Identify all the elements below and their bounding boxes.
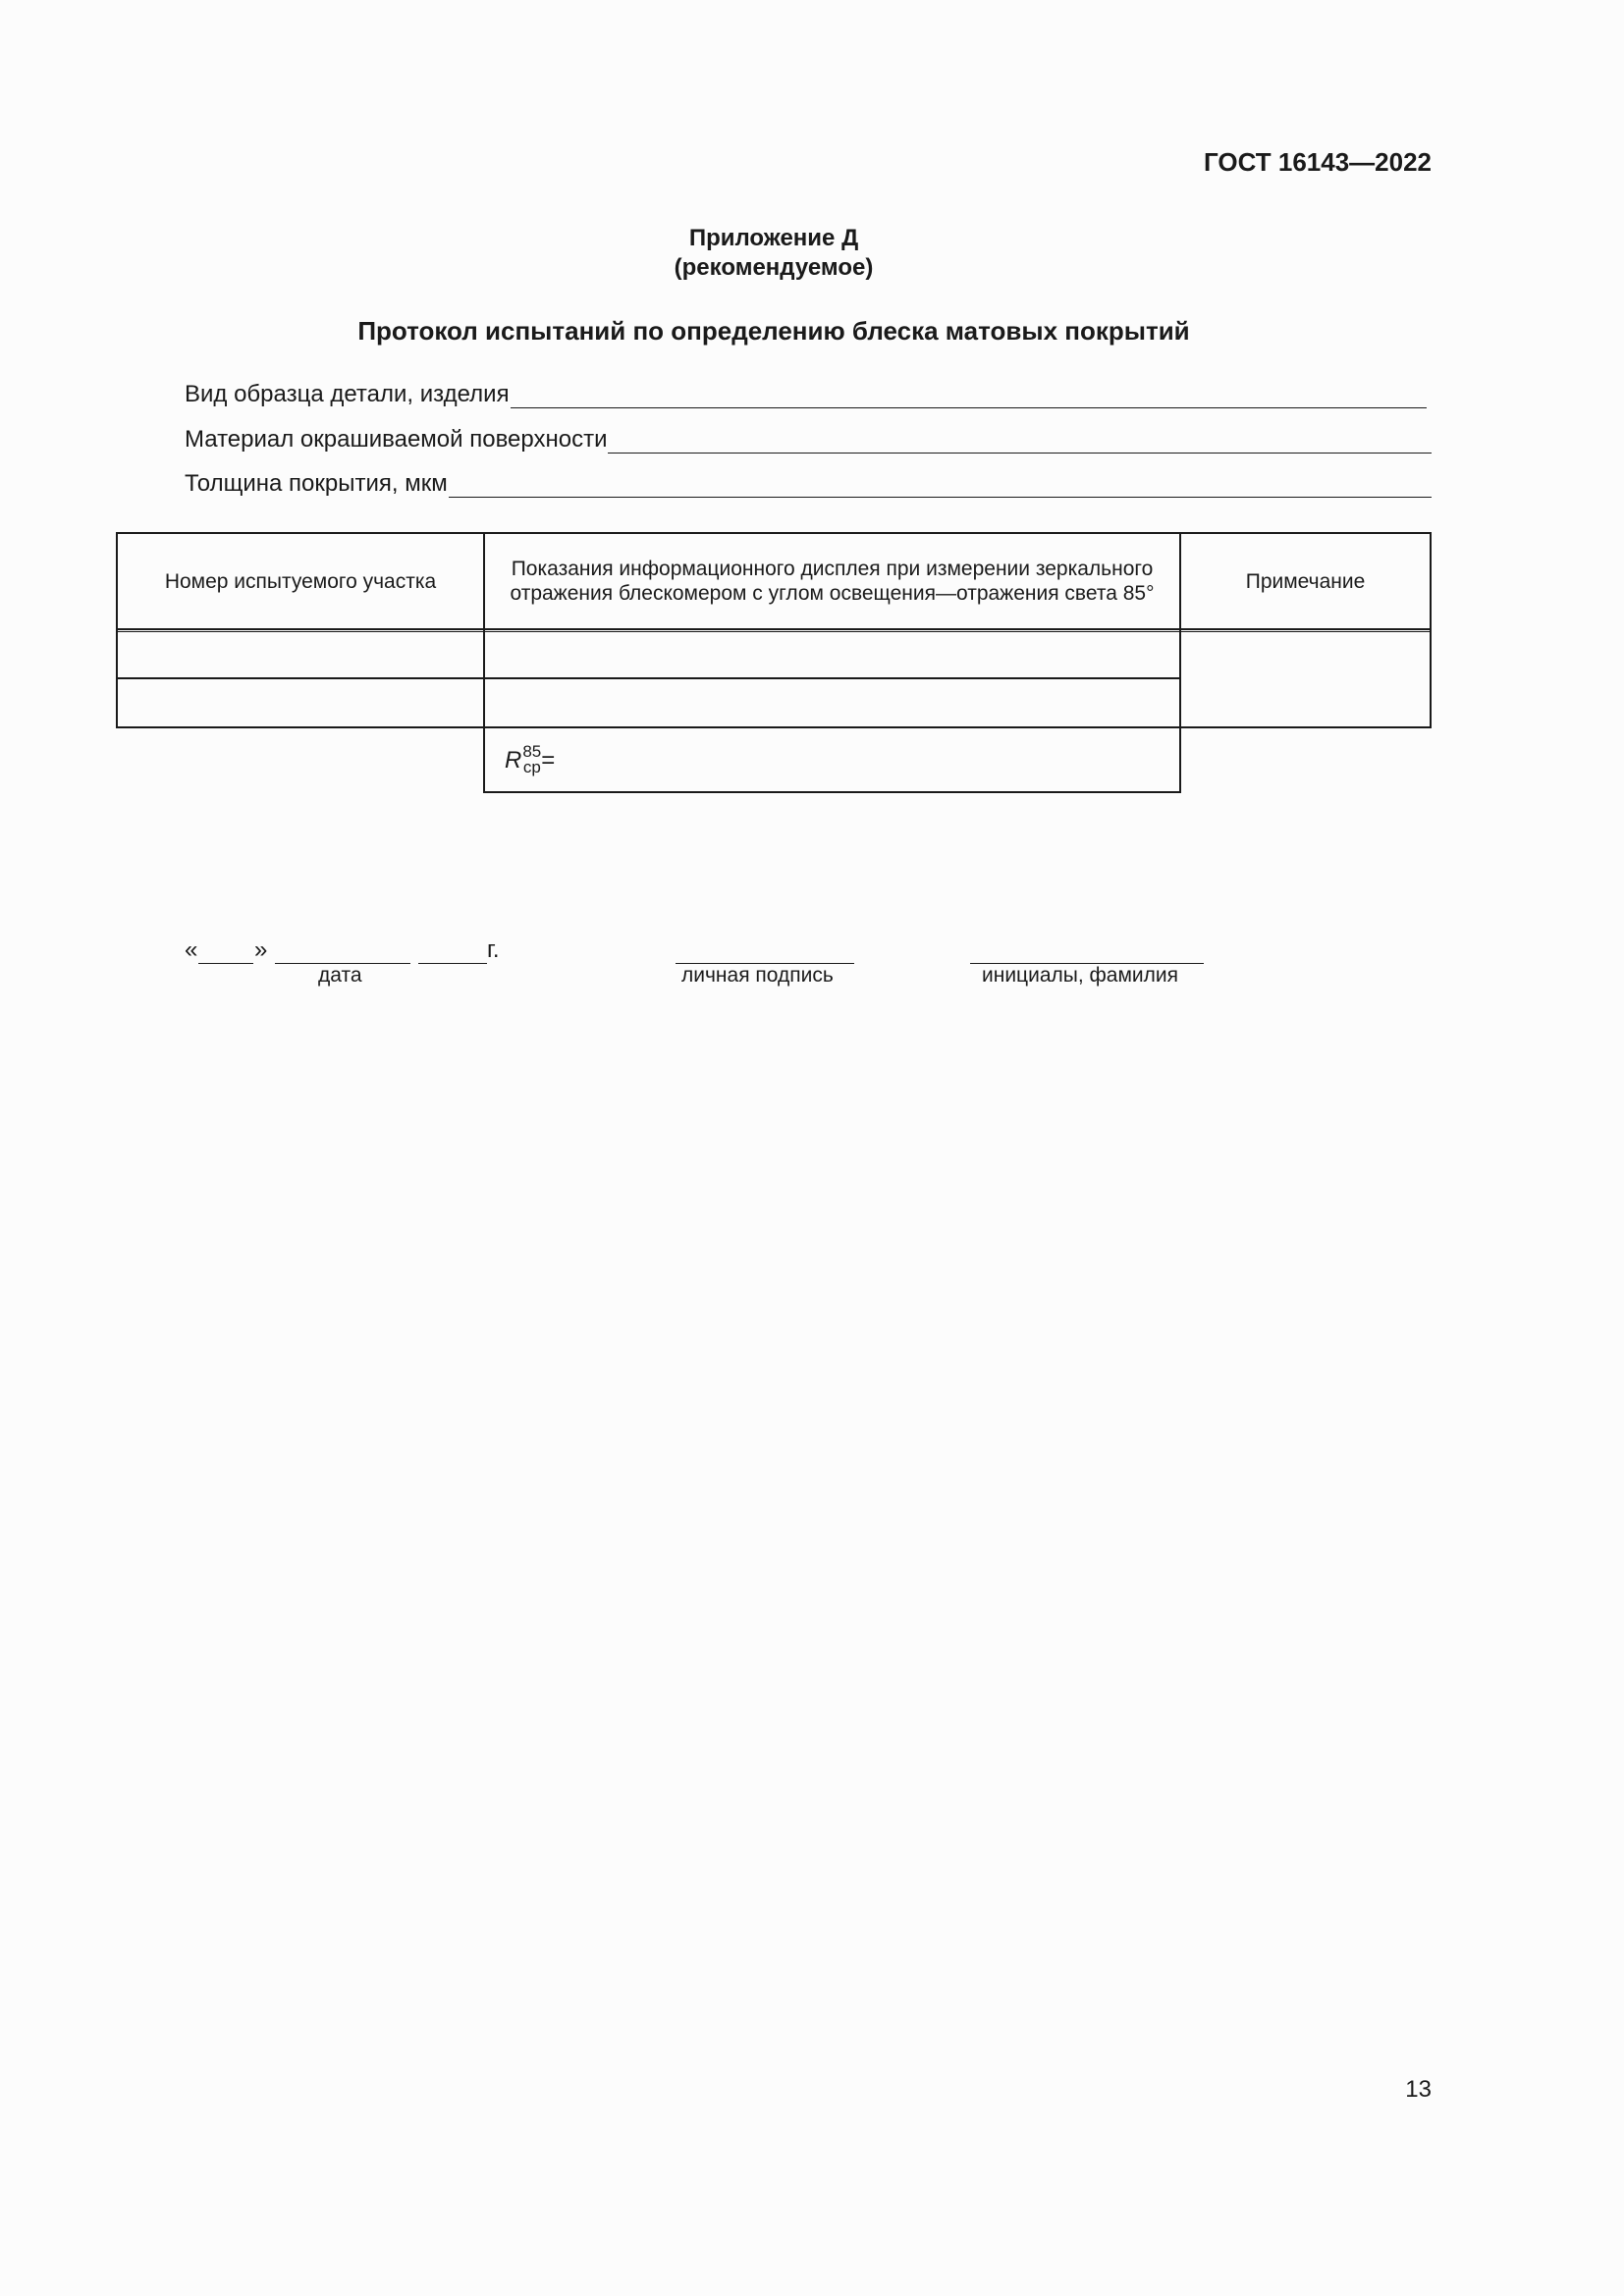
field-sample-type: [185, 377, 1427, 408]
average-subscript: ср: [522, 758, 541, 776]
annex-title: Приложение Д: [688, 225, 859, 251]
table-cell-average[interactable]: [483, 726, 1181, 793]
average-symbol: R: [505, 746, 522, 774]
annex-heading: [0, 224, 1547, 283]
header-note: Примечание: [1179, 532, 1432, 630]
field-blank-line[interactable]: [511, 382, 1427, 408]
field-coating-thickness: [185, 466, 1432, 498]
average-indices: [522, 744, 541, 775]
table-cell-reading-2[interactable]: [483, 677, 1181, 728]
table-cell-note[interactable]: [1179, 628, 1432, 728]
table-cell-site-1[interactable]: [116, 628, 485, 679]
protocol-title: Протокол испытаний по определению блеска матовых покрытий: [357, 316, 1190, 346]
quote-open: «: [185, 936, 198, 963]
page-number: 13: [1405, 2076, 1432, 2103]
signature-label: личная подпись: [681, 964, 834, 987]
name-label: инициалы, фамилия: [982, 964, 1178, 987]
annex-subtitle: (рекомендуемое): [674, 254, 874, 281]
average-equals: =: [541, 746, 556, 774]
document-code: ГОСТ 16143—2022: [1204, 147, 1432, 177]
table-cell-reading-1[interactable]: [483, 628, 1181, 679]
header-site-number: Номер испытуемого участка: [116, 532, 485, 630]
field-blank-line[interactable]: [608, 427, 1432, 454]
date-label: дата: [318, 964, 362, 987]
field-surface-material: [185, 422, 1432, 454]
field-label: Толщина покрытия, мкм: [185, 470, 448, 497]
field-blank-line[interactable]: [449, 471, 1432, 498]
day-blank-line[interactable]: [198, 963, 253, 964]
year-suffix: г.: [487, 936, 500, 963]
field-label: Вид образца детали, изделия: [185, 381, 510, 407]
header-display-reading: Показания информационного дисплея при измерении зеркального отражения блескомером с углом освещения—отражения света 85°: [483, 532, 1181, 630]
field-label: Материал окрашиваемой поверхности: [185, 426, 608, 453]
year-blank-line[interactable]: [418, 963, 487, 964]
average-superscript: 85: [522, 742, 542, 761]
table-cell-site-2[interactable]: [116, 677, 485, 728]
quote-close: »: [254, 936, 268, 963]
